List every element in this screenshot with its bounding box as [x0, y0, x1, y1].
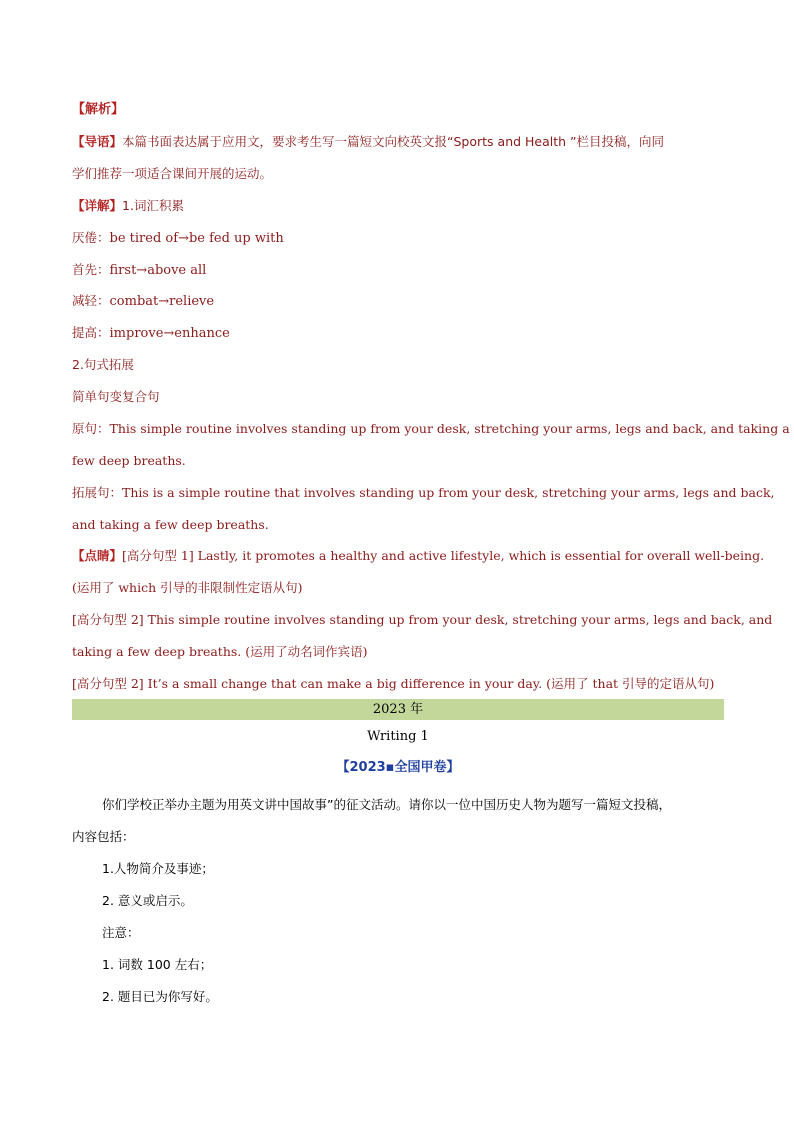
- detail-line: [72, 196, 184, 216]
- point-tag: 【点睛】: [72, 548, 123, 563]
- vocab-cn: 厌倦：: [72, 230, 110, 245]
- point-1b: (运用了 which 引导的非限制性定语从句): [72, 580, 303, 595]
- vocab-cn: 减轻：: [72, 293, 110, 308]
- task-note-1: 1. 词数 100 左右；: [102, 957, 213, 972]
- vocab-en: combat→relieve: [109, 294, 215, 309]
- original-text-1: This simple routine involves standing up from your desk, stretching your arms, legs and back, and taking a: [109, 421, 790, 436]
- extended-label: 拓展句：: [72, 485, 123, 500]
- point-2b: taking a few deep breaths. (运用了动名词作宾语): [72, 644, 368, 659]
- guide-text-2: 学们推荐一项适合课间开展的运动。: [72, 166, 273, 181]
- task-paragraph-2: 内容包括：: [72, 829, 135, 844]
- original-label: 原句：: [72, 421, 110, 436]
- year-bar: 2023 年: [72, 699, 724, 720]
- vocab-cn: 提高：: [72, 325, 110, 340]
- task-note-2: 2. 题目已为你写好。: [102, 989, 218, 1004]
- vocab-item: [72, 228, 284, 249]
- vocab-item: [72, 260, 206, 281]
- guide-tag: 【导语】: [72, 134, 123, 149]
- vocab-cn: 首先：: [72, 262, 110, 277]
- task-note: 注意：: [102, 925, 140, 940]
- vocab-en: improve→enhance: [109, 326, 230, 341]
- analysis-heading: 【解析】: [72, 102, 125, 117]
- vocab-en: first→above all: [109, 263, 207, 278]
- vocab-item: [72, 291, 214, 312]
- task-item-1: 1.人物简介及事迹；: [102, 861, 214, 876]
- exam-title: 【2023▪全国甲卷】: [336, 760, 460, 775]
- point-1a: [高分句型 1] Lastly, it promotes a healthy and active lifestyle, which is essential for overall well-being.: [122, 548, 765, 563]
- point-3: [高分句型 2] It’s a small change that can make a big difference in your day. (运用了 that 引导的定语从句): [72, 676, 715, 691]
- task-item-2: 2. 意义或启示。: [102, 893, 193, 908]
- task-paragraph-1: 你们学校正举办主题为用英文讲中国故事”的征文活动。请你以一位中国历史人物为题写一篇短文投稿，: [102, 797, 671, 812]
- detail-title: 1.词汇积累: [122, 198, 184, 213]
- writing-title: Writing 1: [367, 729, 429, 744]
- extended-text-2: and taking a few deep breaths.: [72, 517, 269, 532]
- sentence-title: 2.句式拓展: [72, 357, 134, 372]
- point-line-1: [72, 546, 764, 566]
- original-sentence-line-1: [72, 419, 790, 439]
- vocab-en: be tired of→be fed up with: [109, 231, 284, 246]
- detail-tag: 【详解】: [72, 198, 123, 213]
- guide-line-1: [72, 132, 664, 152]
- vocab-item: [72, 323, 230, 344]
- extended-text-1: This is a simple routine that involves standing up from your desk, stretching your arms, legs and back,: [122, 485, 775, 500]
- extended-sentence-line-1: [72, 483, 775, 503]
- guide-text-1: 本篇书面表达属于应用文，要求考生写一篇短文向校英文报“Sports and Health ”栏目投稿，向同: [122, 134, 665, 149]
- sentence-subtitle: 简单句变复合句: [72, 389, 160, 404]
- original-text-2: few deep breaths.: [72, 453, 186, 468]
- point-2a: [高分句型 2] This simple routine involves standing up from your desk, stretching your arms, legs and back, and: [72, 612, 773, 627]
